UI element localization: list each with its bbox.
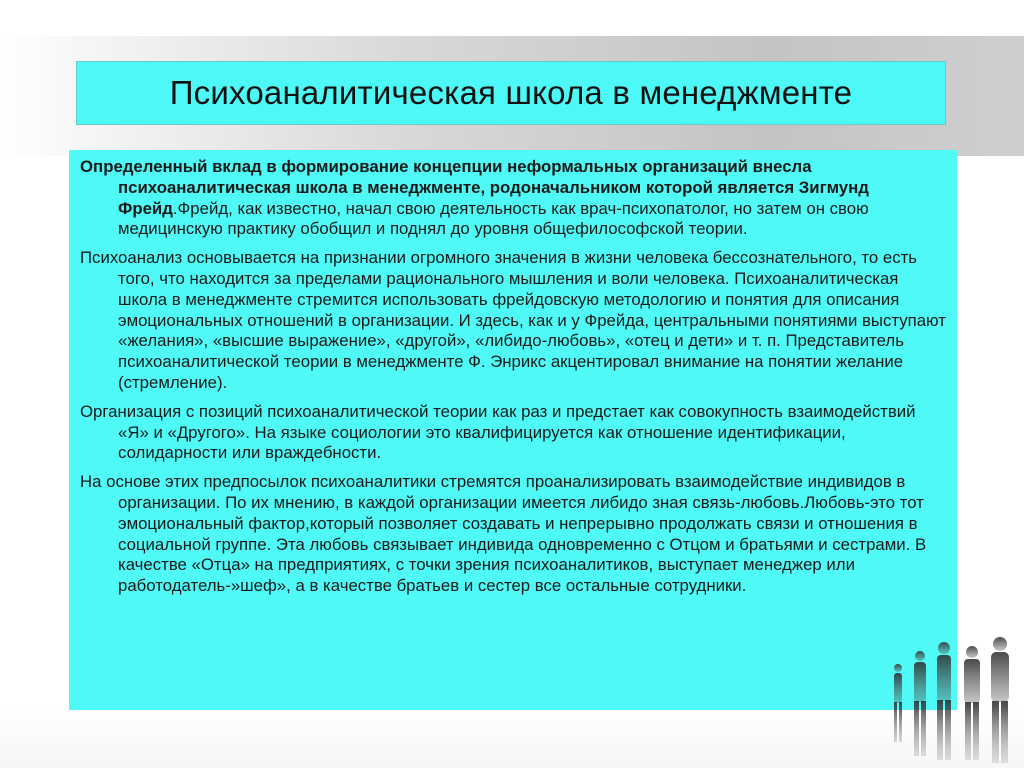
bottom-fade (0, 708, 1024, 768)
person-silhouette (964, 646, 980, 760)
paragraph-4-text: На основе этих предпосылок психоаналитики стремятся проанализировать взаимодействие индивидов в организации. По их мнению, в каждой организации имеется либидо зная связь-любовь.Любовь-это тот эмоциональный фактор,который позволяет создавать и непрерывно продолжать связи и отношения в социальной группе. Эта любовь связывает индивида одновременно с Отцом и братьями и сестрами. В качестве «Отца» на предприятиях, с точки зрения психоаналитиков, выступает менеджер или работодатель-»шеф», а в качестве братьев и сестер все остальные сотрудники. (80, 472, 927, 596)
paragraph-4 (80, 472, 947, 597)
title-box (76, 61, 946, 125)
paragraph-1-bold: Определенный вклад в формирование концепции неформальных организаций внесла психоаналитическая школа в менеджменте, родоначальником которой является Зигмунд Фрейд (80, 157, 869, 218)
paragraph-1-text: .Фрейд, как известно, начал свою деятельность как врач-психопатолог, но затем он свою медицинскую практику обобщил и поднял до уровня общефилософской теории. (118, 198, 869, 239)
paragraph-2 (80, 248, 947, 394)
person-silhouette (937, 642, 951, 760)
person-silhouette (914, 651, 926, 756)
paragraph-3-text: Организация с позиций психоаналитической теории как раз и предстает как совокупность взаимодействий «Я» и «Другого». На языке социологии это квалифицируется как отношение идентификации, солидарности или враждебности. (80, 401, 916, 463)
person-silhouette (894, 664, 902, 742)
person-silhouette (991, 637, 1009, 763)
slide-title: Психоаналитическая школа в менеджменте (169, 74, 853, 111)
paragraph-2-text: Психоанализ основывается на признании огромного значения в жизни человека бессознательного, то есть того, что находится за пределами рационального мышления и воли человека. Психоаналитическая школа в менеджменте стремится использовать фрейдовскую методологию и понятия для описания эмоциональных отношений в организации. И здесь, как и у Фрейда, центральными понятиями выступают «желания», «высшие выражение», «другой», «либидо-любовь», «отец и дети» и т. п. Представитель психоаналитической теории в менеджменте Ф. Энрикс акцентировал внимание на понятии желание (стремление). (80, 248, 946, 392)
content-box (69, 150, 957, 710)
paragraph-1 (80, 157, 947, 240)
business-people-image (884, 618, 1024, 768)
paragraph-3 (80, 402, 947, 464)
